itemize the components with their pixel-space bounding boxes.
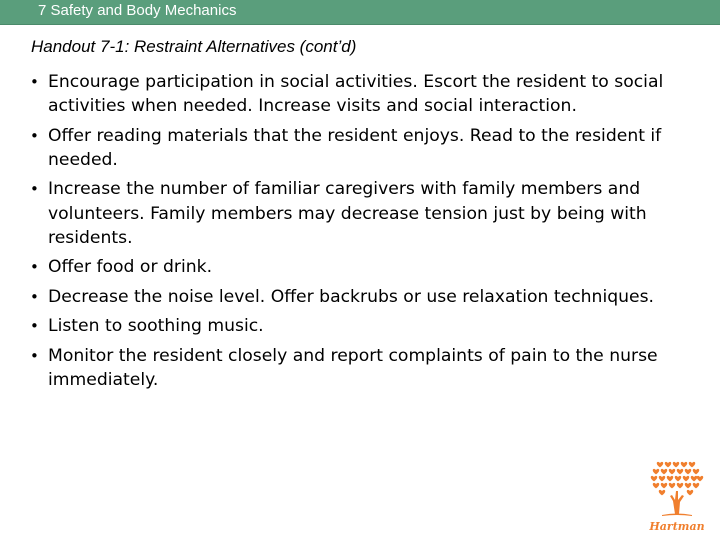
list-item [30,124,690,172]
heart-icon [661,469,667,474]
heart-icon [669,469,675,474]
list-item-text: Offer reading materials that the resident enjoys. Read to the resident if needed. [48,125,662,170]
header-bar [0,0,720,25]
logo-text: Hartman [649,520,705,533]
heart-icon [651,476,657,481]
heart-icon [665,462,671,467]
list-item-text: Increase the number of familiar caregivers with family members and volunteers. Family members may decrease tension just by being with residents. [48,179,647,248]
bullet-icon: • [30,287,39,306]
bullet-icon: • [30,180,39,199]
list-item-text: Offer food or drink. [48,257,213,278]
heart-icon [691,476,697,481]
heart-icon [681,462,687,467]
heart-icon [657,462,663,467]
heart-icon [661,483,667,488]
list-item [30,344,690,392]
heart-icon [687,490,693,495]
heart-icon [697,476,703,481]
chapter-title: 7 Safety and Body Mechanics [38,2,237,19]
heart-icon [675,476,681,481]
list-item [30,177,690,250]
heart-icon [685,469,691,474]
heart-icon [659,476,665,481]
heart-tree-icon [651,462,703,516]
list-item [30,285,690,309]
list-item [30,70,690,118]
hartman-logo [644,458,710,534]
bullet-icon: • [30,126,39,145]
heart-icon [667,476,673,481]
list-item-text: Monitor the resident closely and report complaints of pain to the nurse immediately. [48,345,658,391]
heart-icon [659,490,665,495]
bullet-icon: • [30,73,39,91]
bullet-icon: • [30,317,39,336]
heart-icon [693,469,699,474]
bullet-list [30,70,690,392]
list-item [30,255,690,279]
list-item [30,314,690,338]
heart-icon [677,483,683,488]
heart-icon [653,483,659,488]
heart-icon [685,483,691,488]
heart-icon [669,483,675,488]
heart-icon [677,469,683,474]
heart-icon [693,483,699,488]
handout-title: Handout 7-1: Restraint Alternatives (cont’d) [31,37,357,56]
bullet-icon: • [30,258,39,277]
heart-icon [653,469,659,474]
heart-icon [689,462,695,467]
heart-icon [683,476,689,481]
list-item-text: Encourage participation in social activities. Escort the resident to social activities when needed. Increase visits and social interaction. [48,72,664,117]
list-item-text: Decrease the noise level. Offer backrubs or use relaxation techniques. [48,286,655,307]
list-item-text: Listen to soothing music. [48,316,264,337]
heart-icon [673,462,679,467]
bullet-icon: • [30,346,39,365]
